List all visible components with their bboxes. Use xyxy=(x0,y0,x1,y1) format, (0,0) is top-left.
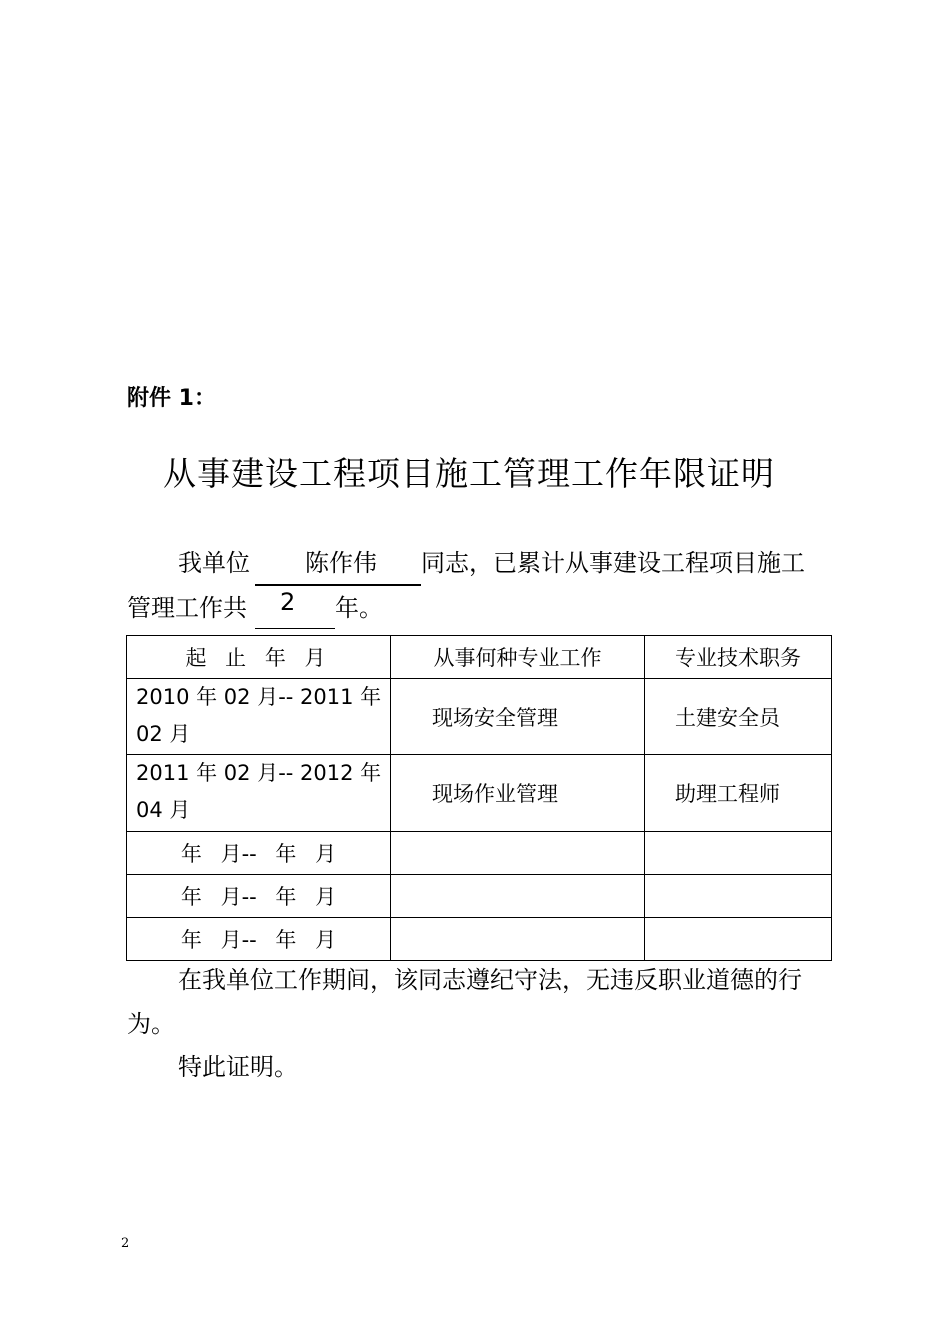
conduct-statement-line1: 在我单位工作期间，该同志遵纪守法，无违反职业道德的行 xyxy=(178,966,802,994)
work-cell xyxy=(391,832,645,875)
intro-line2-prefix: 管理工作共 xyxy=(127,594,247,622)
years-count: 2 xyxy=(280,588,296,616)
table-row xyxy=(127,832,832,875)
conduct-statement-line2: 为。 xyxy=(127,1010,175,1038)
table-row xyxy=(127,875,832,918)
table-row xyxy=(127,679,832,755)
work-cell xyxy=(391,875,645,918)
work-cell xyxy=(391,918,645,961)
intro-middle: 同志，已累计从事建设工程项目施工 xyxy=(421,549,805,577)
period-cell: 年 月-- 年 月 xyxy=(127,875,391,918)
title-cell xyxy=(645,875,832,918)
intro-suffix: 年。 xyxy=(335,594,383,622)
header-period: 起 止 年 月 xyxy=(127,636,391,679)
title-cell: 土建安全员 xyxy=(645,679,832,755)
period-cell: 2011 年 02 月-- 2012 年 04 月 xyxy=(127,755,391,832)
header-title: 专业技术职务 xyxy=(645,636,832,679)
name-underline xyxy=(255,584,421,586)
closing-statement: 特此证明。 xyxy=(178,1053,298,1081)
period-cell: 年 月-- 年 月 xyxy=(127,918,391,961)
table-row xyxy=(127,918,832,961)
period-cell: 年 月-- 年 月 xyxy=(127,832,391,875)
period-cell: 2010 年 02 月-- 2011 年 02 月 xyxy=(127,679,391,755)
years-underline xyxy=(255,628,335,629)
attachment-label: 附件 1： xyxy=(127,386,216,411)
table-header-row xyxy=(127,636,832,679)
work-cell: 现场作业管理 xyxy=(391,755,645,832)
work-cell: 现场安全管理 xyxy=(391,679,645,755)
title-cell xyxy=(645,832,832,875)
header-work: 从事何种专业工作 xyxy=(391,636,645,679)
document-title: 从事建设工程项目施工管理工作年限证明 xyxy=(163,454,775,493)
table-row xyxy=(127,755,832,832)
title-cell xyxy=(645,918,832,961)
intro-prefix: 我单位 xyxy=(178,549,250,577)
employee-name: 陈作伟 xyxy=(305,549,377,577)
work-history-table xyxy=(126,635,832,961)
page-number: 2 xyxy=(121,1236,130,1251)
title-cell: 助理工程师 xyxy=(645,755,832,832)
